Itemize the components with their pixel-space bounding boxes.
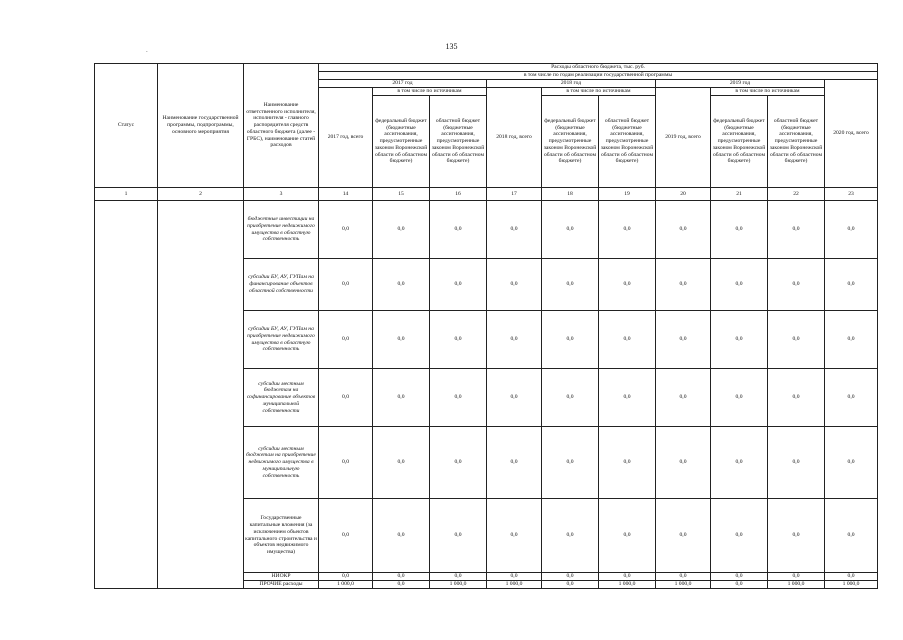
- status-cell: [95, 201, 158, 589]
- header-status: Статус: [95, 64, 158, 188]
- amount-cell: 0,0: [373, 259, 430, 311]
- amount-cell: 0,0: [487, 311, 542, 369]
- expense-article-label: бюджетные инвестиции на приобретение недвижимого имущества в областную собственность: [244, 201, 319, 259]
- amount-cell: 0,0: [487, 427, 542, 499]
- header-sources-2019: в том числе по источникам: [711, 88, 825, 96]
- amount-cell: 1 000,0: [487, 581, 542, 589]
- amount-cell: 0,0: [711, 259, 768, 311]
- amount-cell: 0,0: [768, 201, 825, 259]
- amount-cell: 0,0: [825, 369, 878, 427]
- amount-cell: 0,0: [711, 499, 768, 573]
- amount-cell: 0,0: [768, 427, 825, 499]
- amount-cell: 0,0: [711, 201, 768, 259]
- amount-cell: 1 000,0: [768, 581, 825, 589]
- budget-table: [94, 63, 878, 589]
- amount-cell: 0,0: [373, 573, 430, 581]
- col-number: 15: [373, 188, 430, 201]
- amount-cell: 0,0: [487, 201, 542, 259]
- col-number: 20: [656, 188, 711, 201]
- amount-cell: 0,0: [656, 369, 711, 427]
- col-number: 23: [825, 188, 878, 201]
- amount-cell: 0,0: [487, 369, 542, 427]
- header-sources-2018: в том числе по источникам: [542, 88, 656, 96]
- amount-cell: 0,0: [656, 201, 711, 259]
- amount-cell: 1 000,0: [430, 581, 487, 589]
- header-year-2017: 2017 год: [319, 80, 487, 88]
- header-federal-2018: федеральный бюджет (бюджетные ассигнования, предусмотренные законом Воронежской области об областном бюджете): [542, 96, 599, 188]
- amount-cell: 0,0: [656, 311, 711, 369]
- amount-cell: 0,0: [825, 499, 878, 573]
- header-total-2018: 2018 год, всего: [487, 88, 542, 188]
- expense-article-label: Государственные капитальные вложения (за исключением объектов капитального строительства и объектов недвижимого имущества): [244, 499, 319, 573]
- header-year-2018: 2018 год: [487, 80, 656, 88]
- amount-cell: 0,0: [542, 311, 599, 369]
- amount-cell: 0,0: [542, 369, 599, 427]
- amount-cell: 0,0: [373, 581, 430, 589]
- header-federal-2019: федеральный бюджет (бюджетные ассигнования, предусмотренные законом Воронежской области об областном бюджете): [711, 96, 768, 188]
- page-number: 135: [445, 42, 458, 51]
- amount-cell: 0,0: [487, 259, 542, 311]
- amount-cell: 0,0: [430, 427, 487, 499]
- amount-cell: 0,0: [768, 259, 825, 311]
- amount-cell: 0,0: [319, 499, 373, 573]
- amount-cell: 0,0: [825, 573, 878, 581]
- table-row: [95, 201, 878, 259]
- amount-cell: 0,0: [542, 573, 599, 581]
- amount-cell: 1 000,0: [656, 581, 711, 589]
- amount-cell: 0,0: [768, 311, 825, 369]
- expense-article-label: субсидии местным бюджетам на приобретение недвижимого имущества в муниципальную собственность: [244, 427, 319, 499]
- col-number: 21: [711, 188, 768, 201]
- amount-cell: 0,0: [656, 427, 711, 499]
- amount-cell: 0,0: [487, 499, 542, 573]
- col-number: 2: [158, 188, 244, 201]
- amount-cell: 0,0: [430, 573, 487, 581]
- amount-cell: 0,0: [542, 499, 599, 573]
- amount-cell: 0,0: [599, 427, 656, 499]
- amount-cell: 0,0: [711, 573, 768, 581]
- amount-cell: 0,0: [430, 369, 487, 427]
- amount-cell: 0,0: [599, 201, 656, 259]
- amount-cell: 0,0: [768, 499, 825, 573]
- header-total-2019: 2019 год, всего: [656, 88, 711, 188]
- col-number: 14: [319, 188, 373, 201]
- amount-cell: 0,0: [825, 201, 878, 259]
- table-body: [95, 201, 878, 589]
- amount-cell: 0,0: [319, 259, 373, 311]
- amount-cell: 0,0: [430, 311, 487, 369]
- col-number: 22: [768, 188, 825, 201]
- amount-cell: 0,0: [599, 311, 656, 369]
- header-regional-2017: областной бюджет (бюджетные ассигнования, предусмотренные законом Воронежской области об областном бюджете): [430, 96, 487, 188]
- amount-cell: 0,0: [711, 427, 768, 499]
- header-regional-2019: областной бюджет (бюджетные ассигнования, предусмотренные законом Воронежской области об областном бюджете): [768, 96, 825, 188]
- amount-cell: 0,0: [373, 201, 430, 259]
- amount-cell: 0,0: [656, 259, 711, 311]
- amount-cell: 0,0: [373, 369, 430, 427]
- header-total-2017: 2017 год, всего: [319, 88, 373, 188]
- amount-cell: 1 000,0: [599, 581, 656, 589]
- amount-cell: 0,0: [711, 581, 768, 589]
- amount-cell: 0,0: [825, 311, 878, 369]
- expense-article-label: НИОКР: [244, 573, 319, 581]
- col-number: 1: [95, 188, 158, 201]
- amount-cell: 0,0: [542, 201, 599, 259]
- amount-cell: 0,0: [430, 201, 487, 259]
- amount-cell: 0,0: [373, 499, 430, 573]
- header-regional-2018: областной бюджет (бюджетные ассигнования, предусмотренные законом Воронежской области об областном бюджете): [599, 96, 656, 188]
- expense-article-label: ПРОЧИЕ расходы: [244, 581, 319, 589]
- amount-cell: 0,0: [656, 499, 711, 573]
- amount-cell: 0,0: [768, 369, 825, 427]
- col-number: 17: [487, 188, 542, 201]
- amount-cell: 0,0: [373, 427, 430, 499]
- col-number: 3: [244, 188, 319, 201]
- header-executor: Наименование ответственного исполнителя, исполнителя - главного распорядителя средств областного бюджета (далее - ГРБС), наименование статей расходов: [244, 64, 319, 188]
- amount-cell: 0,0: [319, 311, 373, 369]
- header-sources-2017: в том числе по источникам: [373, 88, 487, 96]
- amount-cell: 0,0: [711, 311, 768, 369]
- col-number: 18: [542, 188, 599, 201]
- amount-cell: 0,0: [319, 573, 373, 581]
- program-name-cell: [158, 201, 244, 589]
- amount-cell: 0,0: [599, 499, 656, 573]
- amount-cell: 0,0: [542, 259, 599, 311]
- amount-cell: 0,0: [430, 499, 487, 573]
- amount-cell: 0,0: [542, 427, 599, 499]
- amount-cell: 0,0: [711, 369, 768, 427]
- header-program-name: Наименование государственной программы, подпрограммы, основного мероприятия: [158, 64, 244, 188]
- header-year-2019: 2019 год: [656, 80, 825, 88]
- column-number-row: [95, 188, 878, 201]
- amount-cell: 0,0: [768, 573, 825, 581]
- expense-article-label: субсидии БУ, АУ, ГУПам на финансирование объектов областной собственности: [244, 259, 319, 311]
- header-years-title: в том числе по годам реализации государственной программы: [319, 72, 878, 80]
- scan-speck: .: [146, 46, 148, 54]
- amount-cell: 0,0: [656, 573, 711, 581]
- amount-cell: 0,0: [599, 573, 656, 581]
- amount-cell: 0,0: [319, 201, 373, 259]
- amount-cell: 0,0: [825, 427, 878, 499]
- header-federal-2017: федеральный бюджет (бюджетные ассигнования, предусмотренные законом Воронежской области об областном бюджете): [373, 96, 430, 188]
- amount-cell: 0,0: [599, 259, 656, 311]
- amount-cell: 0,0: [373, 311, 430, 369]
- col-number: 16: [430, 188, 487, 201]
- amount-cell: 0,0: [319, 427, 373, 499]
- expense-article-label: субсидии местным бюджетам на софинансирование объектов муниципальной собственности: [244, 369, 319, 427]
- amount-cell: 0,0: [319, 369, 373, 427]
- amount-cell: 1 000,0: [825, 581, 878, 589]
- header-total-2020: 2020 год, всего: [825, 80, 878, 188]
- amount-cell: 0,0: [542, 581, 599, 589]
- expense-article-label: субсидии БУ, АУ, ГУПам на приобретение недвижимого имущества в областную собственность: [244, 311, 319, 369]
- header-expenses-title: Расходы областного бюджета, тыс. руб.: [319, 64, 878, 72]
- amount-cell: 0,0: [599, 369, 656, 427]
- amount-cell: 0,0: [825, 259, 878, 311]
- amount-cell: 0,0: [430, 259, 487, 311]
- col-number: 19: [599, 188, 656, 201]
- amount-cell: 0,0: [487, 573, 542, 581]
- amount-cell: 1 000,0: [319, 581, 373, 589]
